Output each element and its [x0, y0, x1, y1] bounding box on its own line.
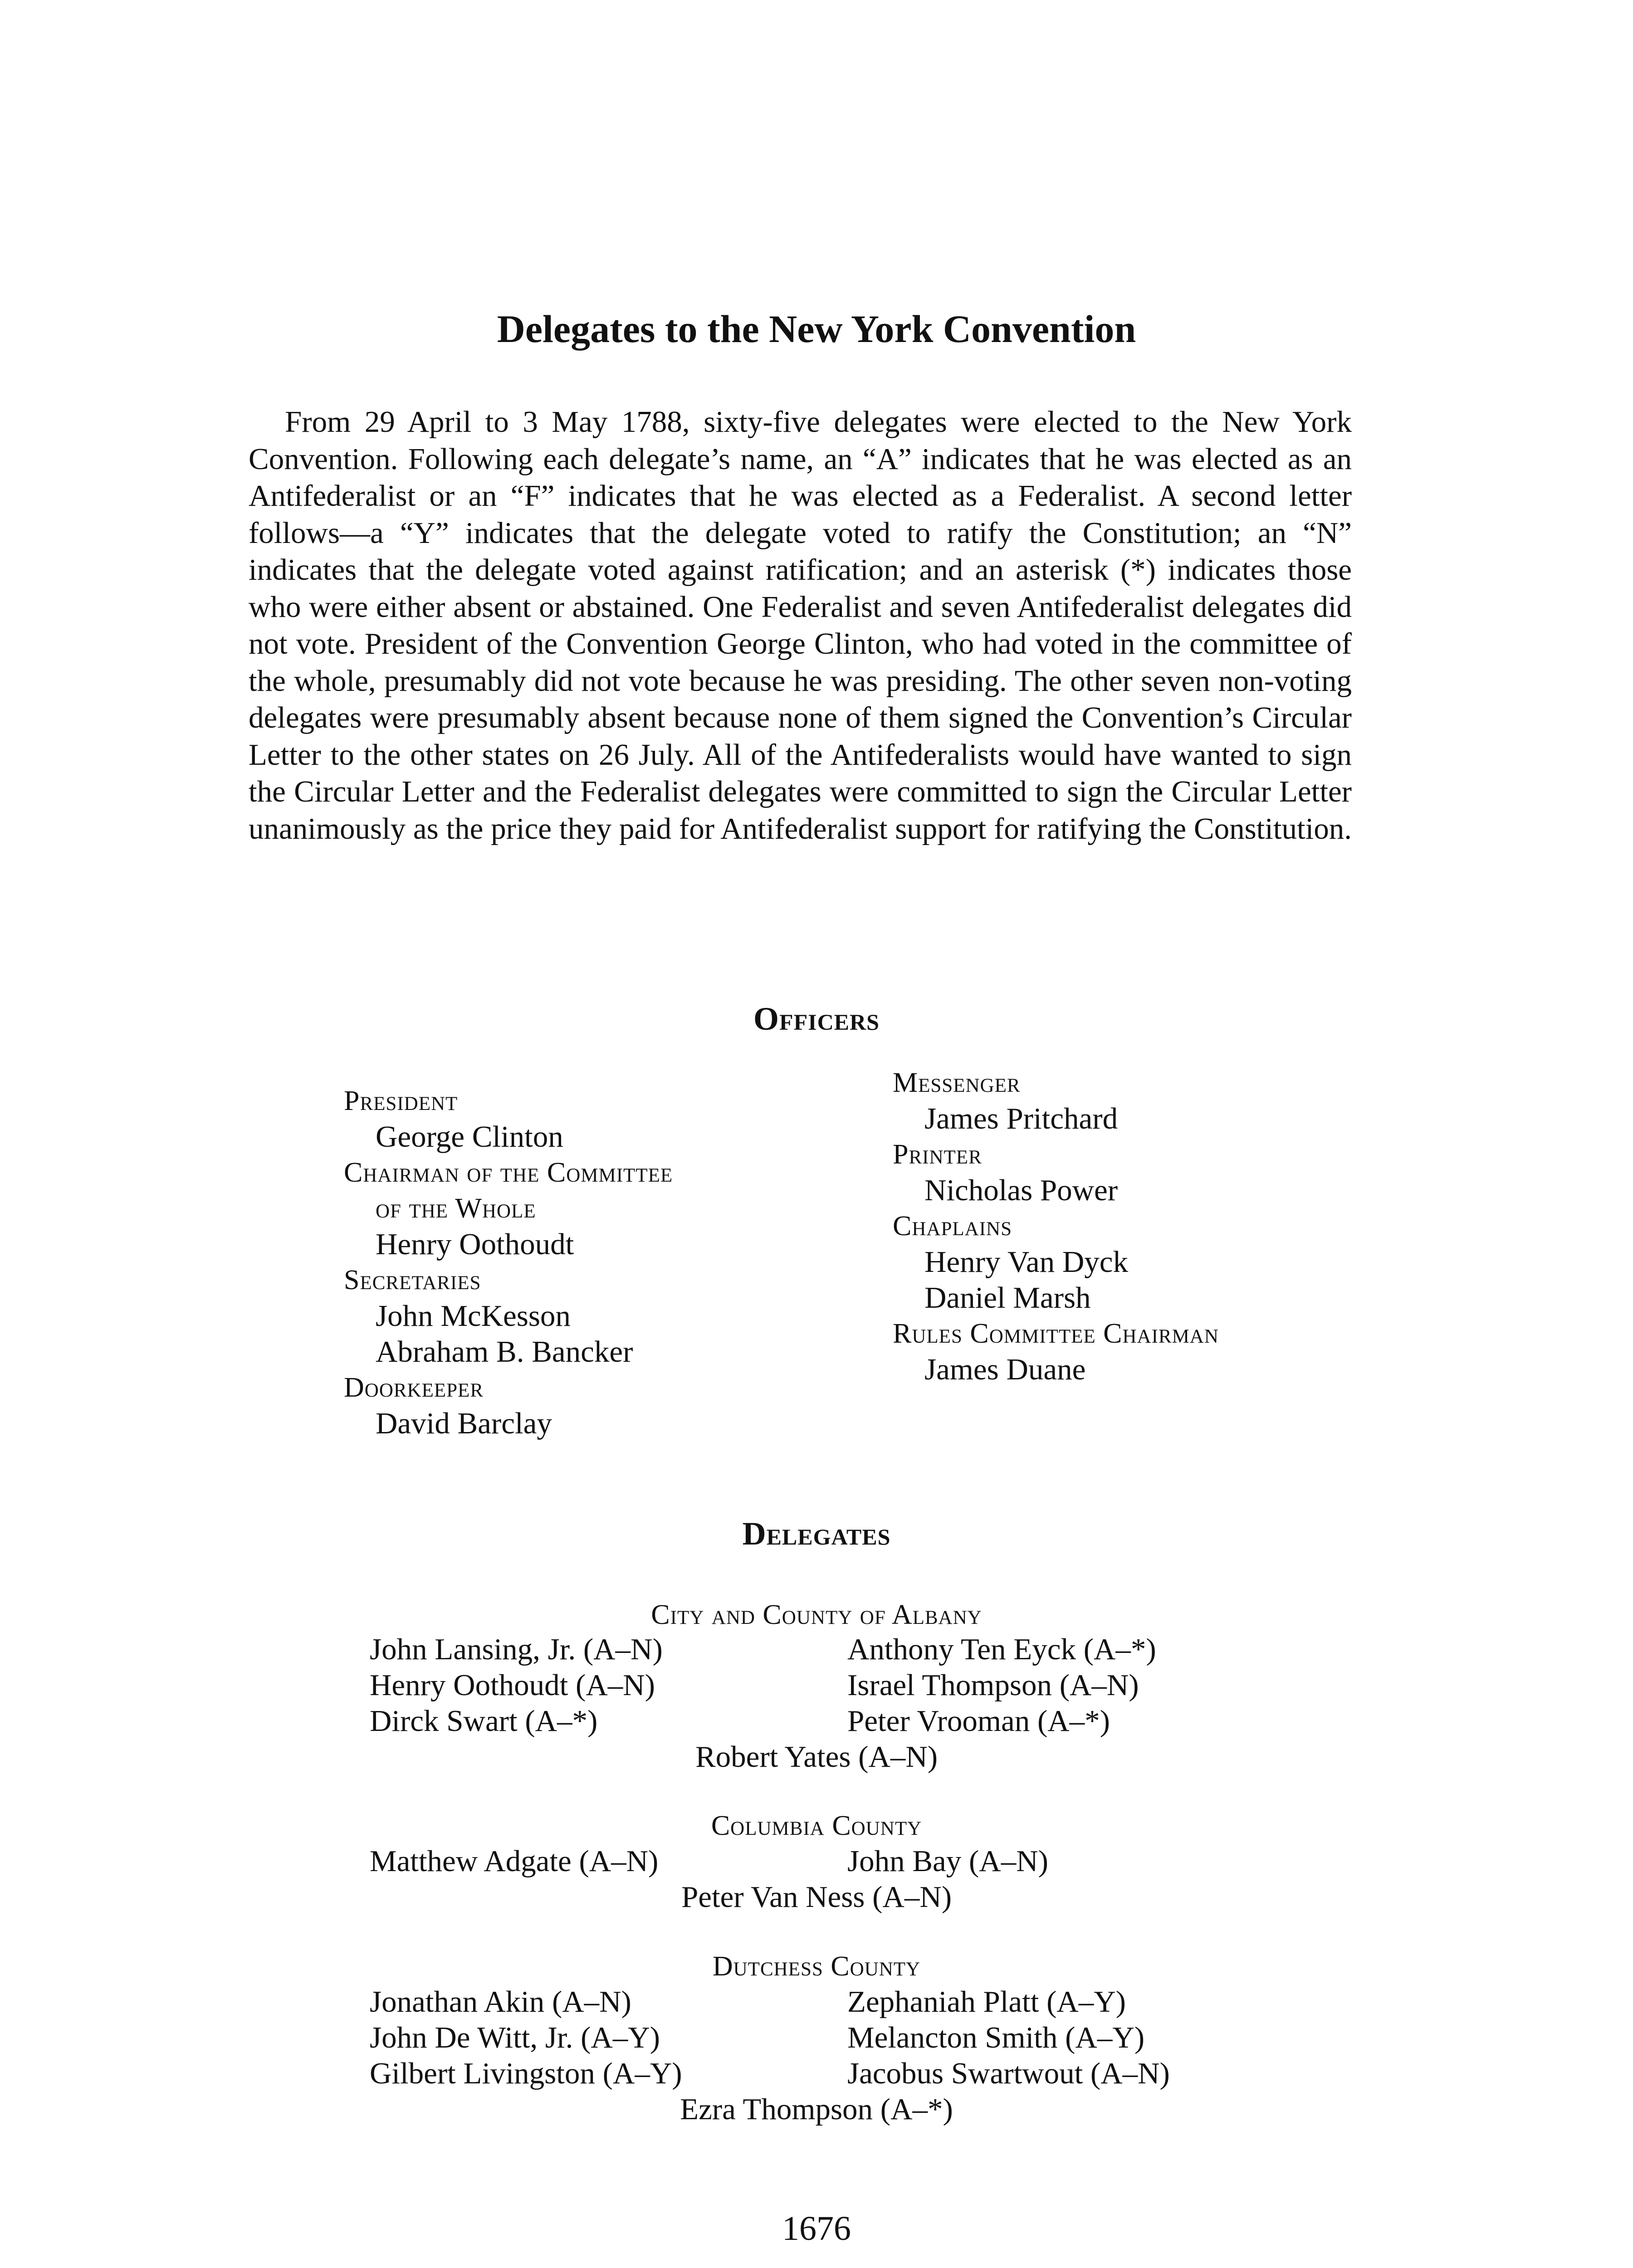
rules-committee-name: James Duane: [924, 1353, 1086, 1386]
printer-name: Nicholas Power: [924, 1173, 1118, 1207]
chaplain-name: Henry Van Dyck: [924, 1245, 1129, 1279]
delegate-entry: Zephaniah Platt (A–Y): [847, 1985, 1126, 2019]
chairman-name: Henry Oothoudt: [376, 1227, 574, 1261]
delegate-entry: John Bay (A–N): [847, 1844, 1048, 1878]
doorkeeper-label: Doorkeeper: [344, 1372, 484, 1403]
delegates-heading: Delegates: [742, 1515, 891, 1552]
printer-label: Printer: [893, 1139, 982, 1170]
delegate-entry: Israel Thompson (A–N): [847, 1668, 1139, 1702]
delegate-entry: Peter Van Ness (A–N): [681, 1880, 952, 1914]
delegate-entry: Anthony Ten Eyck (A–*): [847, 1633, 1156, 1666]
page-number: 1676: [782, 2209, 851, 2248]
county-heading-dutchess: Dutchess County: [712, 1951, 921, 1982]
delegate-entry: Jonathan Akin (A–N): [370, 1985, 631, 2019]
delegate-entry: Henry Oothoudt (A–N): [370, 1668, 655, 1702]
delegate-entry: Matthew Adgate (A–N): [370, 1844, 659, 1878]
president-name: George Clinton: [376, 1120, 563, 1154]
delegate-entry: Melancton Smith (A–Y): [847, 2021, 1145, 2054]
delegate-entry: Jacobus Swartwout (A–N): [847, 2057, 1170, 2090]
chaplain-name: Daniel Marsh: [924, 1281, 1091, 1315]
county-heading-columbia: Columbia County: [711, 1810, 922, 1841]
secretary-name: Abraham B. Bancker: [376, 1335, 633, 1369]
doorkeeper-name: David Barclay: [376, 1407, 552, 1440]
chairman-label: Chairman of the Committee: [344, 1157, 673, 1188]
president-label: President: [344, 1085, 458, 1116]
chairman-label-continued: of the Whole: [376, 1193, 536, 1224]
county-heading-albany: City and County of Albany: [651, 1599, 982, 1630]
delegate-entry: John De Witt, Jr. (A–Y): [370, 2021, 660, 2054]
delegate-entry: John Lansing, Jr. (A–N): [370, 1633, 663, 1666]
rules-committee-label: Rules Committee Chairman: [893, 1318, 1219, 1349]
delegate-entry: Robert Yates (A–N): [695, 1740, 938, 1774]
delegate-entry: Ezra Thompson (A–*): [680, 2092, 953, 2126]
intro-paragraph: From 29 April to 3 May 1788, sixty-five delegates were elected to the New York Convention. Following each delegate’s name, an “A” indicates that he was elected as an Antifederalist or an “F” indicates that he was elected as a Federalist. A second letter follows—a “Y” indicates that the delegate voted to ratify the Constitution; an “N” indicates that the delegate voted against ratification; and an asterisk (*) indicates those who were either absent or abstained. One Federalist and seven Antifederalist delegates did not vote. President of the Convention George Clinton, who had voted in the committee of the whole, presumably did not vote because he was presiding. The other seven non-voting delegates were presumably absent because none of them signed the Convention’s Circular Letter to the other states on 26 July. All of the Antifederalists would have wanted to sign the Circular Letter and the Federalist delegates were committed to sign the Circular Letter unanimously as the price they paid for Antifederalist support for ratifying the Constitution.: [249, 405, 1352, 846]
secretaries-label: Secretaries: [344, 1265, 481, 1295]
messenger-name: James Pritchard: [924, 1102, 1118, 1135]
delegate-entry: Dirck Swart (A–*): [370, 1704, 598, 1738]
officers-right-column: [893, 1065, 1219, 1388]
officers-heading: Officers: [753, 1001, 880, 1037]
secretary-name: John McKesson: [376, 1299, 571, 1333]
delegate-entry: Gilbert Livingston (A–Y): [370, 2057, 682, 2090]
delegate-entry: Peter Vrooman (A–*): [847, 1704, 1110, 1738]
messenger-label: Messenger: [893, 1067, 1021, 1098]
page-title: Delegates to the New York Convention: [497, 307, 1136, 351]
officers-left-column: [344, 1083, 673, 1442]
chaplains-label: Chaplains: [893, 1211, 1012, 1242]
